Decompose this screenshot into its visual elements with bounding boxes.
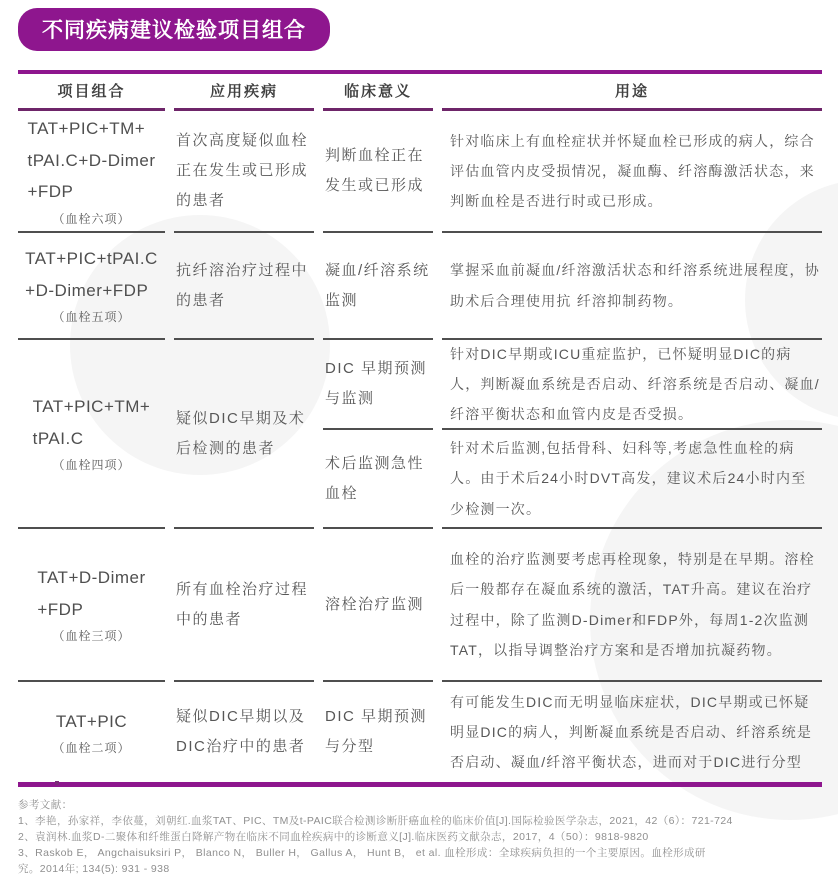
test-combination-table (18, 70, 822, 787)
references-block (18, 798, 824, 878)
combo-name: TAT+PIC (55, 711, 128, 731)
usage-cell: 血栓的治疗监测要考虑再栓现象，特别是在早期。溶栓后一般都存在凝血系统的激活，TAT升高。建议在治疗过程中，除了监测D-Dimer和FDP外，每周1-2次监测TAT，以指导调整治疗方案和是否增加抗凝药物。 (442, 529, 822, 682)
usage-cell: 有可能发生DIC而无明显临床症状，DIC早期或已怀疑明显DIC的病人，判断凝血系统是否启动、纤溶系统是否启动、凝血/纤溶平衡状态，进而对于DIC进行分型 (450, 693, 813, 771)
table-row-combo-cell (18, 682, 165, 782)
clinical-meaning-cell: DIC 早期预测与监测 (323, 340, 433, 430)
combo-subtitle: （血栓六项） (52, 211, 131, 226)
clinical-meaning-cell: 溶栓治疗监测 (323, 529, 433, 682)
column-header-disease: 应用疾病 (174, 74, 314, 111)
table-row-combo-cell (18, 233, 165, 340)
combo-subtitle: （血栓三项） (52, 629, 131, 644)
combo-name: TAT+D-Dimer +FDP (37, 568, 146, 619)
disease-cell: 疑似DIC早期以及DIC治疗中的患者 (176, 708, 306, 755)
combo-subtitle: （血栓二项） (52, 741, 131, 756)
clinical-meaning-cell: DIC 早期预测与分型 (325, 708, 428, 755)
clinical-meaning-cell: 术后监测急性血栓 (323, 430, 433, 529)
combo-subtitle: （血栓五项） (52, 310, 131, 325)
references-title: 参考文献： (18, 799, 73, 811)
usage-cell: 掌握采血前凝血/纤溶激活状态和纤溶系统进展程度，协助术后合理使用抗 纤溶抑制药物。 (442, 233, 822, 340)
usage-cell: 针对术后监测,包括骨科、妇科等,考虑急性血栓的病人。由于术后24小时DVT高发，建议术后24小时内至少检测一次。 (442, 430, 822, 529)
combo-subtitle: （血栓四项） (52, 458, 131, 473)
column-header-usage: 用途 (442, 74, 822, 111)
usage-cell: 针对临床上有血栓症状并怀疑血栓已形成的病人，综合评估血管内皮受损情况，凝血酶、纤溶酶激活状态，来判断血栓是否进行时或已形成。 (442, 111, 822, 233)
clinical-meaning-cell: 凝血/纤溶系统监测 (323, 233, 433, 340)
table-row-combo-cell (18, 529, 165, 682)
disease-cell: 疑似DIC早期及术后检测的患者 (174, 340, 314, 529)
combo-name: TAT+PIC+tPAI.C +D-Dimer+FDP (25, 249, 158, 300)
disease-cell: 抗纤溶治疗过程中的患者 (174, 233, 314, 340)
combo-name: TAT+PIC+TM+ tPAI.C (32, 397, 151, 448)
reference-item: 2、袁润林.血浆D-二聚体和纤维蛋白降解产物在临床不同血栓疾病中的诊断意义[J].临床医药文献杂志，2017，4（50）：9818-9820 (18, 830, 649, 843)
reference-item: 究。2014年; 134(5): 931 - 938 (18, 862, 170, 875)
column-header-combo: 项目组合 (18, 74, 165, 111)
combo-name: TAT+PIC+TM+ tPAI.C+D-Dimer +FDP (27, 119, 156, 202)
table-row-combo-cell (18, 111, 165, 233)
column-header-clinical-meaning: 临床意义 (323, 74, 433, 111)
reference-item: 3、Raskob E， Angchaisuksiri P， Blanco N， Buller H， Gallus A， Hunt B， et al. 血栓形成：全球疾病负担的一个主要原因。血栓形成研 (18, 846, 706, 859)
disease-cell: 所有血栓治疗过程中的患者 (174, 529, 314, 682)
usage-cell: 针对DIC早期或ICU重症监护，已怀疑明显DIC的病人，判断凝血系统是否启动、纤溶系统是否启动、凝血/纤溶平衡状态和血管内皮是否受损。 (442, 340, 822, 430)
stray-dot (55, 781, 59, 785)
page-title-banner: 不同疾病建议检验项目组合 (18, 8, 330, 51)
disease-cell: 首次高度疑似血栓正在发生或已形成的患者 (174, 111, 314, 233)
clinical-meaning-cell: 判断血栓正在发生或已形成 (323, 111, 433, 233)
table-row-combo-cell (18, 340, 165, 529)
reference-item: 1、李艳，孙家祥，李依蔓，刘朝红.血浆TAT、PIC、TM及t-PAIC联合检测诊断肝癌血栓的临床价值[J].国际检验医学杂志，2021，42（6）：721-724 (18, 814, 733, 827)
